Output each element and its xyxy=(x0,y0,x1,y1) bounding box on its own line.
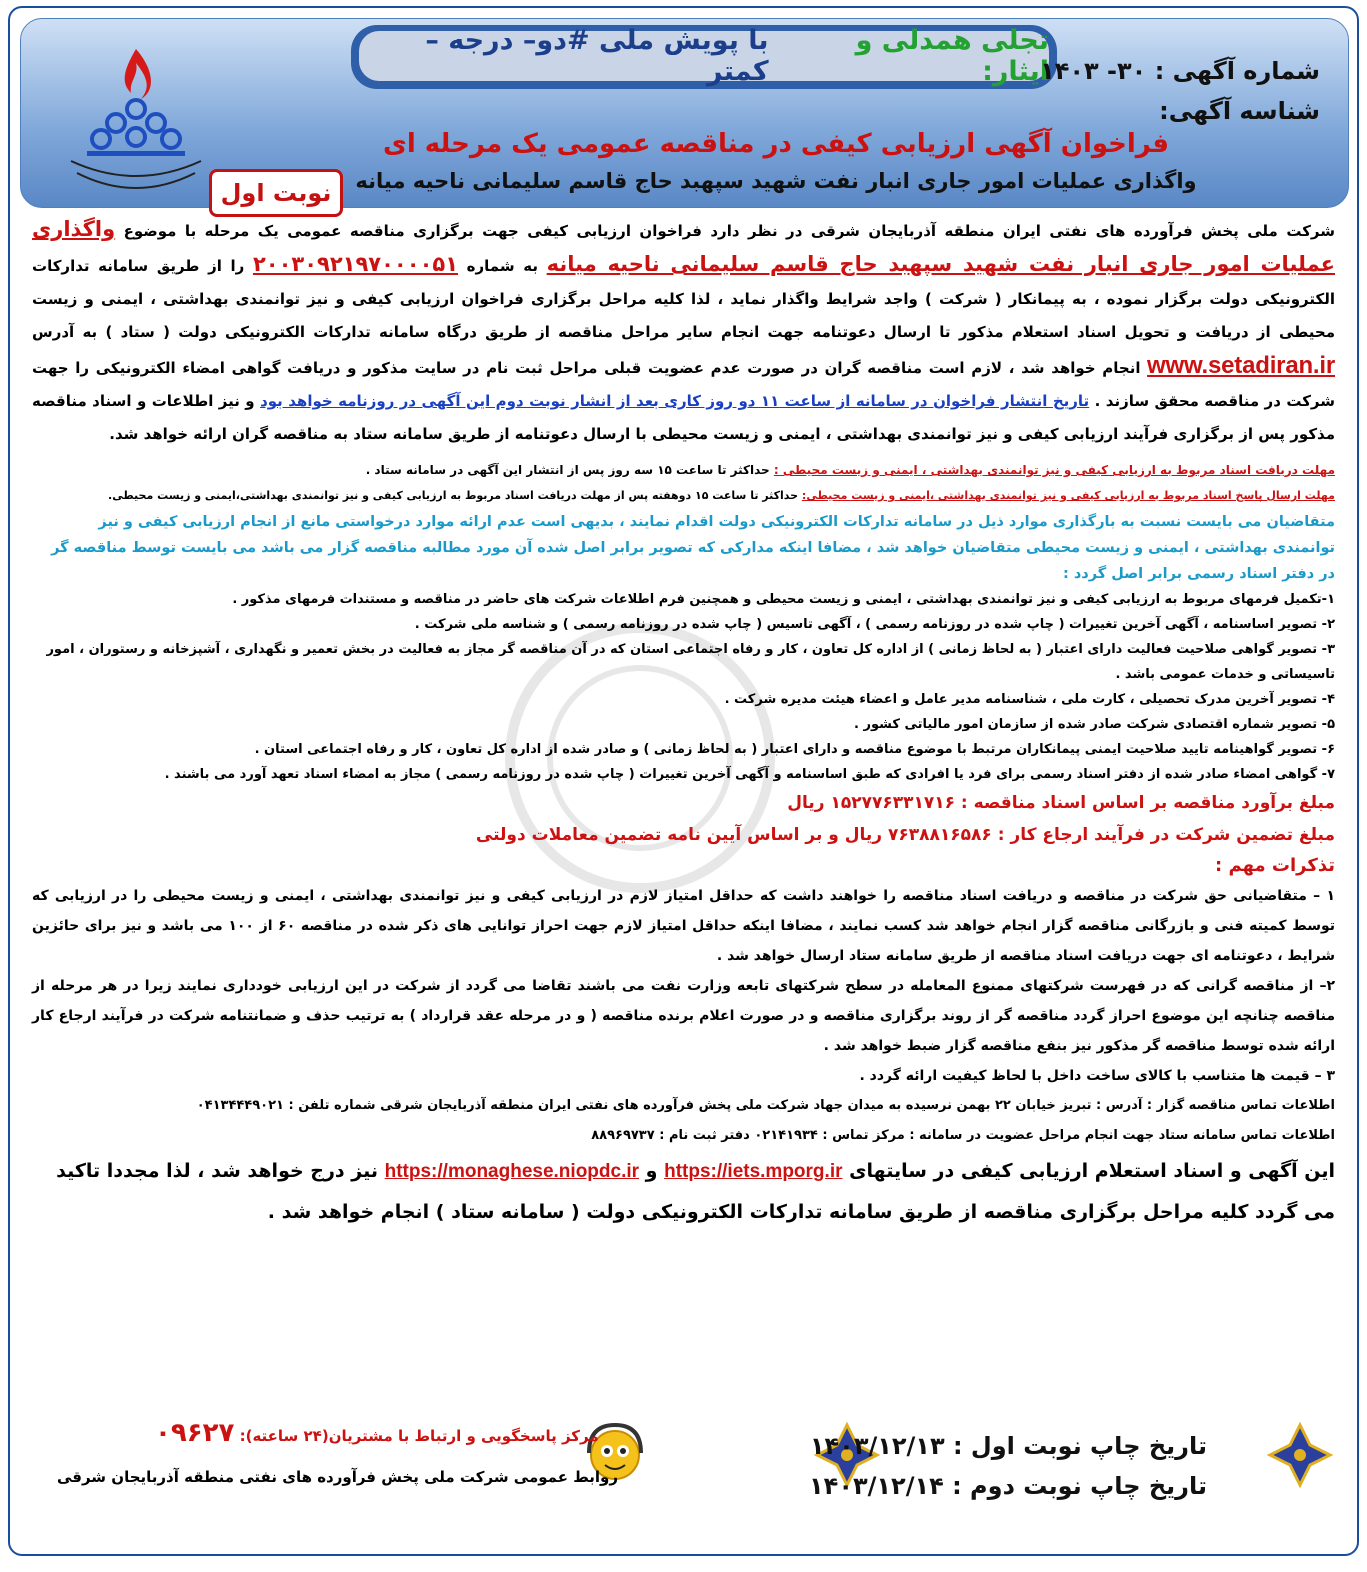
list-item: ۳- تصویر گواهی صلاحیت فعالیت دارای اعتبار ( به لحاظ زمانی ) از اداره کل تعاون ، کار و رفاه اجتماعی استان که در آن مناقصه گر مجاز به فعالیت در بخش تعمیر و نگهداری ، آشپزخانه و رستوران ، امور تاسیساتی و خدمات عمومی باشد . xyxy=(46,642,1335,682)
tender-number: ۲۰۰۳۰۹۲۱۹۷۰۰۰۰۵۱ xyxy=(252,252,459,276)
final-paragraph: این آگهی و اسناد استعلام ارزیابی کیفی در سایتهای https://iets.mporg.ir و https://monaghese.niopdc.ir نیز درج خواهد شد ، لذا مجددا تاکید می گردد کلیه مراحل برگزاری مناقصه از طریق سامانه تدارکات الکترونیکی دولت ( سامانه ستاد ) انجام خواهد شد . xyxy=(56,1160,1335,1223)
applicants-instructions: متقاضیان می بایست نسبت به بارگذاری موارد ذیل در سامانه تدارکات الکترونیکی دولت اقدام نمایند ، بدیهی است عدم ارائه موارد درخواستی مانع از انجام ارزیابی کیفی و نیز توانمندی بهداشتی ، ایمنی و زیست محیطی متقاضیان خواهد شد ، مضافا اینکه مدارکی که تصویر برابر اصل شده آن مورد مطالبه مناقصه گزار می باشد می بایست توسط مناقصه گر در دفتر اسناد رسمی برابر اصل گردد : xyxy=(51,514,1335,582)
monaghese-link[interactable]: https://monaghese.niopdc.ir xyxy=(384,1161,640,1182)
slogan-green: تجلی همدلی و ایثار: xyxy=(855,25,1049,87)
publish-date-note: تاریخ انتشار فراخوان در سامانه از ساعت ۱۱ دو روز کاری بعد از انشار نوبت دوم این آگهی در روزنامه خواهد بود xyxy=(260,392,1090,410)
notes-title: تذکرات مهم : xyxy=(1215,855,1335,876)
list-item: ۱-تکمیل فرمهای مربوط به ارزیابی کیفی و نیز توانمندی بهداشتی ، ایمنی و زیست محیطی و همچنین فرم اطلاعات شرکت های حاضر در مناقصه و مستندات فرمهای مذکور . xyxy=(232,592,1335,607)
intro-paragraph: شرکت ملی پخش فرآورده های نفتی ایران منطقه آذربایجان شرقی در نظر دارد فراخوان ارزیابی کیفی جهت برگزاری مناقصه عمومی یک مرحله با موضوع واگذاری عملیات امور جاری انبار نفت شهید سپهبد حاج قاسم سلیمانی ناحیه میانه به شماره ۲۰۰۳۰۹۲۱۹۷۰۰۰۰۵۱ را از طریق سامانه تدارکات الکترونیکی دولت برگزار نموده ، به پیمانکار ( شرکت ) واجد شرایط واگذار نماید ، لذا کلیه مراحل برگزاری فراخوان ارزیابی کیفی و نیز توانمندی بهداشتی ، ایمنی و زیست محیطی از دریافت و تحویل اسناد استعلام مذکور تا ارسال دعوتنامه جهت انجام سایر مراحل مناقصه از طریق درگاه سامانه تدارکات الکترونیکی دولت ( ستاد ) به آدرس www.setadiran.ir انجام خواهد شد ، لازم است مناقصه گران در صورت عدم عضویت قبلی مراحل ثبت نام در سایت مذکور و دریافت گواهی امضاء الکترونیکی را جهت شرکت در مناقصه محقق سازند . تاریخ انتشار فراخوان در سامانه از ساعت ۱۱ دو روز کاری بعد از انشار نوبت دوم این آگهی در روزنامه خواهد بود و نیز اطلاعات و اسناد مناقصه مذکور پس از برگزاری فرآیند ارزیابی کیفی و نیز توانمندی بهداشتی ، ایمنی و زیست محیطی با ارسال دعوتنامه از طریق سامانه ستاد به مناقصه گران ارائه خواهد شد. xyxy=(32,217,1336,443)
deadline-receive: مهلت دریافت اسناد مربوط به ارزیابی کیفی و نیز توانمندی بهداشتی ، ایمنی و زیست محیطی : حداکثر تا ساعت ۱۵ سه روز پس از انتشار این آگهی در سامانه ستاد . xyxy=(365,463,1335,477)
tender-subject: واگذاری عملیات امور جاری انبار نفت شهید سپهبد حاج قاسم سلیمانی ناحیه میانه xyxy=(32,217,1336,276)
list-item: ۶- تصویر گواهینامه تایید صلاحیت ایمنی پیمانکاران مرتبط با موضوع مناقصه و دارای اعتبار ( به لحاظ زمانی ) و صادر شده از اداره کل تعاون ، کار و رفاه اجتماعی استان . xyxy=(254,742,1335,757)
hotline-number: ۰۹۶۲۷ xyxy=(155,1418,235,1448)
customer-hotline: مرکز پاسخگویی و ارتباط با مشتریان(۲۴ ساعته): ۰۹۶۲۷ xyxy=(155,1418,599,1448)
estimate-amount: مبلغ برآورد مناقصه بر اساس اسناد مناقصه : ۱۵۲۷۷۶۳۳۱۷۱۶ ریال xyxy=(787,793,1335,813)
contact-organizer: اطلاعات تماس مناقصه گزار : آدرس : تبریز خیابان ۲۲ بهمن نرسیده به میدان جهاد شرکت ملی پخش فرآورده های نفتی ایران منطقه آذربایجان شرقی شماره تلفن : ۰۴۱۳۴۴۴۹۰۲۱ xyxy=(196,1098,1335,1113)
note-3: ۳ – قیمت ها متناسب با کالای ساخت داخل با لحاظ کیفیت ارائه گردد . xyxy=(859,1068,1335,1084)
print-dates xyxy=(809,1426,1207,1506)
list-item: ۲- تصویر اساسنامه ، آگهی آخرین تغییرات ( چاپ شده در روزنامه رسمی ) ، آگهی تاسیس ( چاپ شده در روزنامه رسمی ) و شناسه ملی شرکت . xyxy=(414,617,1335,632)
list-item: ۵- تصویر شماره اقتصادی شرکت صادر شده از سازمان امور مالیاتی کشور . xyxy=(854,717,1335,732)
iets-link[interactable]: https://iets.mporg.ir xyxy=(664,1161,843,1182)
ornament-icon xyxy=(1265,1420,1335,1490)
slogan-blue: با پویش ملی #دو– درجه – کمتر xyxy=(425,25,769,87)
page-subtitle: واگذاری عملیات امور جاری انبار نفت شهید سپهبد حاج قاسم سلیمانی ناحیه میانه xyxy=(355,169,1197,193)
guarantee-amount: مبلغ تضمین شرکت در فرآیند ارجاع کار : ۷۶۳۸۸۱۶۵۸۶ ریال و بر اساس آیین نامه تضمین معاملات دولتی xyxy=(475,825,1335,845)
header xyxy=(20,18,1349,208)
slogan-banner xyxy=(351,25,1057,89)
turn-badge: نوبت اول xyxy=(209,169,343,217)
public-relations: روابط عمومی شرکت ملی پخش فرآورده های نفتی منطقه آذربایجان شرقی xyxy=(56,1468,618,1486)
page-title: فراخوان آگهی ارزیابی کیفی در مناقصه عمومی یک مرحله ای xyxy=(382,129,1170,159)
print-date-second: تاریخ چاپ نوبت دوم : ۱۴۰۳/۱۲/۱۴ xyxy=(809,1472,1207,1500)
niopdc-logo xyxy=(51,41,221,211)
requirements-list xyxy=(32,587,1335,787)
note-2: ۲– از مناقصه گرانی که در فهرست شرکتهای ممنوع المعامله در سطح شرکتهای تابعه وزارت نفت می باشند تقاضا می گردد از شرکت در این ارزیابی خودداری نمایند زیرا در هر مرحله از مناقصه چنانچه این موضوع احراز گردد مناقصه گر از روند برگزاری مناقصه و در صورت اعلام برنده مناقصه ( و در مرحله عقد قرارداد ) به ترتیب حذف و ضمانتنامه شرکت در فرآیند ارجاع کار ارائه شده توسط مناقصه گر مذکور نیز بنفع مناقصه گزار ضبط خواهد شد . xyxy=(32,978,1335,1054)
ad-number: شماره آگهی : ۳۰- ۱۴۰۳ xyxy=(1040,57,1320,85)
content xyxy=(32,213,1335,1232)
list-item: ۴- تصویر آخرین مدرک تحصیلی ، کارت ملی ، شناسنامه مدیر عامل و اعضاء هیئت مدیره شرکت . xyxy=(724,692,1335,707)
advertisement-page xyxy=(8,6,1359,1556)
setad-link[interactable]: www.setadiran.ir xyxy=(1147,352,1335,379)
contact-setad: اطلاعات تماس سامانه ستاد جهت انجام مراحل عضویت در سامانه : مرکز تماس : ۰۲۱۴۱۹۳۴ دفتر ثبت نام : ۸۸۹۶۹۷۳۷ xyxy=(591,1128,1335,1143)
print-date-first: تاریخ چاپ نوبت اول : ۱۴۰۳/۱۲/۱۳ xyxy=(809,1432,1207,1460)
list-item: ۷- گواهی امضاء صادر شده از دفتر اسناد رسمی برای فرد یا افرادی که طبق اساسنامه و آگهی آخرین تغییرات ( چاپ شده در روزنامه رسمی ) مجاز به امضاء اسناد تعهد آورد می باشند . xyxy=(164,767,1335,782)
ad-id: شناسه آگهی: xyxy=(1159,97,1320,125)
deadline-reply: مهلت ارسال پاسخ اسناد مربوط به ارزیابی کیفی و نیز توانمندی بهداشتی ،ایمنی و زیست محیطی: حداکثر تا ساعت ۱۵ دوهفته پس از مهلت دریافت اسناد مربوط به ارزیابی کیفی و نیز توانمندی بهداشتی،ایمنی و زیست محیطی. xyxy=(108,489,1335,502)
note-1: ۱ – متقاضیانی حق شرکت در مناقصه و دریافت اسناد مناقصه را خواهند داشت که حداقل امتیاز لازم در ارزیابی کیفی و نیز توانمندی بهداشتی ، ایمنی و زیست محیطی را در ارزیابی که توسط کمیته فنی و بازرگانی مناقصه گزار انجام خواهد شد کسب نمایند ، مضافا اینکه حداقل امتیاز لازم جهت احراز توانایی های ذکر شده در مناقصه ۶۰ از ۱۰۰ می باشد و نیز برای حائزین شرایط ، دعوتنامه ای جهت دریافت اسناد مناقصه از طریق سامانه ستاد ارسال خواهد شد . xyxy=(32,888,1335,964)
